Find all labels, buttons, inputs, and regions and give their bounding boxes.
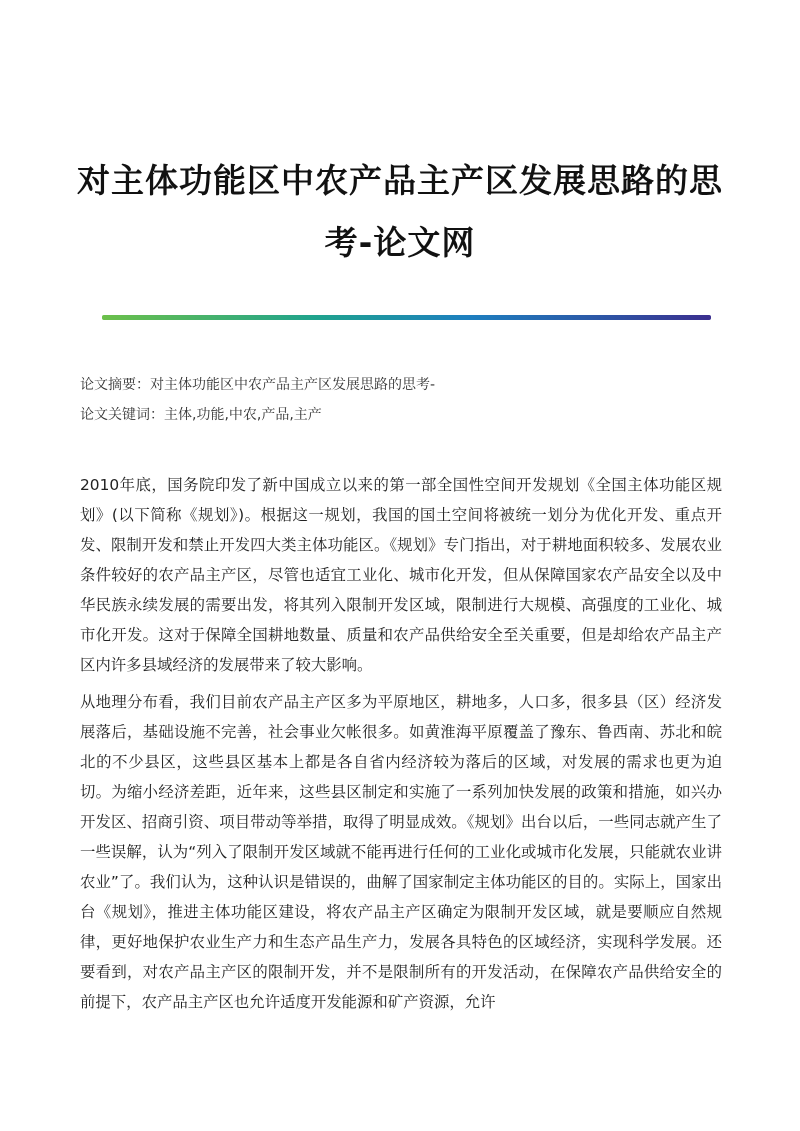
body-paragraph: 2010年底，国务院印发了新中国成立以来的第一部全国性空间开发规划《全国主体功能区规划》(以下简称《规划》)。根据这一规划，我国的国土空间将被统一划分为优化开发、重点开发、限制开发和禁止开发四大类主体功能区。《规划》专门指出，对于耕地面积较多、发展农业条件较好的农产品主产区，尽管也适宜工业化、城市化开发，但从保障国家农产品安全以及中华民族永续发展的需要出发，将其列入限制开发区域，限制进行大规模、高强度的工业化、城市化开发。这对于保障全国耕地数量、质量和农产品供给安全至关重要，但是却给农产品主产区内许多县域经济的发展带来了较大影响。	[80, 476, 722, 674]
article-body	[80, 470, 722, 1024]
title-divider	[102, 315, 711, 320]
body-paragraph: 从地理分布看，我们目前农产品主产区多为平原地区，耕地多，人口多，很多县（区）经济发展落后，基础设施不完善，社会事业欠帐很多。如黄淮海平原覆盖了豫东、鲁西南、苏北和皖北的不少县区，这些县区基本上都是各自省内经济较为落后的区域，对发展的需求也更为迫切。为缩小经济差距，近年来，这些县区制定和实施了一系列加快发展的政策和措施，如兴办开发区、招商引资、项目带动等举措，取得了明显成效。《规划》出台以后，一些同志就产生了一些误解，认为“列入了限制开发区域就不能再进行任何的工业化或城市化发展，只能就农业讲农业”了。我们认为，这种认识是错误的，曲解了国家制定主体功能区的目的。实际上，国家出台《规划》，推进主体功能区建设，将农产品主产区确定为限制开发区域，就是要顺应自然规律，更好地保护农业生产力和生态产品生产力，发展各具特色的区域经济，实现科学发展。还要看到，对农产品主产区的限制开发，并不是限制所有的开发活动，在保障农产品供给安全的前提下，农产品主产区也允许适度开发能源和矿产资源，允许	[80, 693, 722, 1011]
document-title	[70, 150, 730, 274]
title-line-2: 考-论文网	[324, 223, 476, 262]
abstract-block	[80, 370, 720, 430]
title-line-1: 对主体功能区中农产品主产区发展思路的思	[77, 161, 723, 200]
abstract-line: 论文摘要：对主体功能区中农产品主产区发展思路的思考-	[80, 377, 436, 393]
keywords-line: 论文关键词：主体,功能,中农,产品,主产	[80, 407, 322, 423]
